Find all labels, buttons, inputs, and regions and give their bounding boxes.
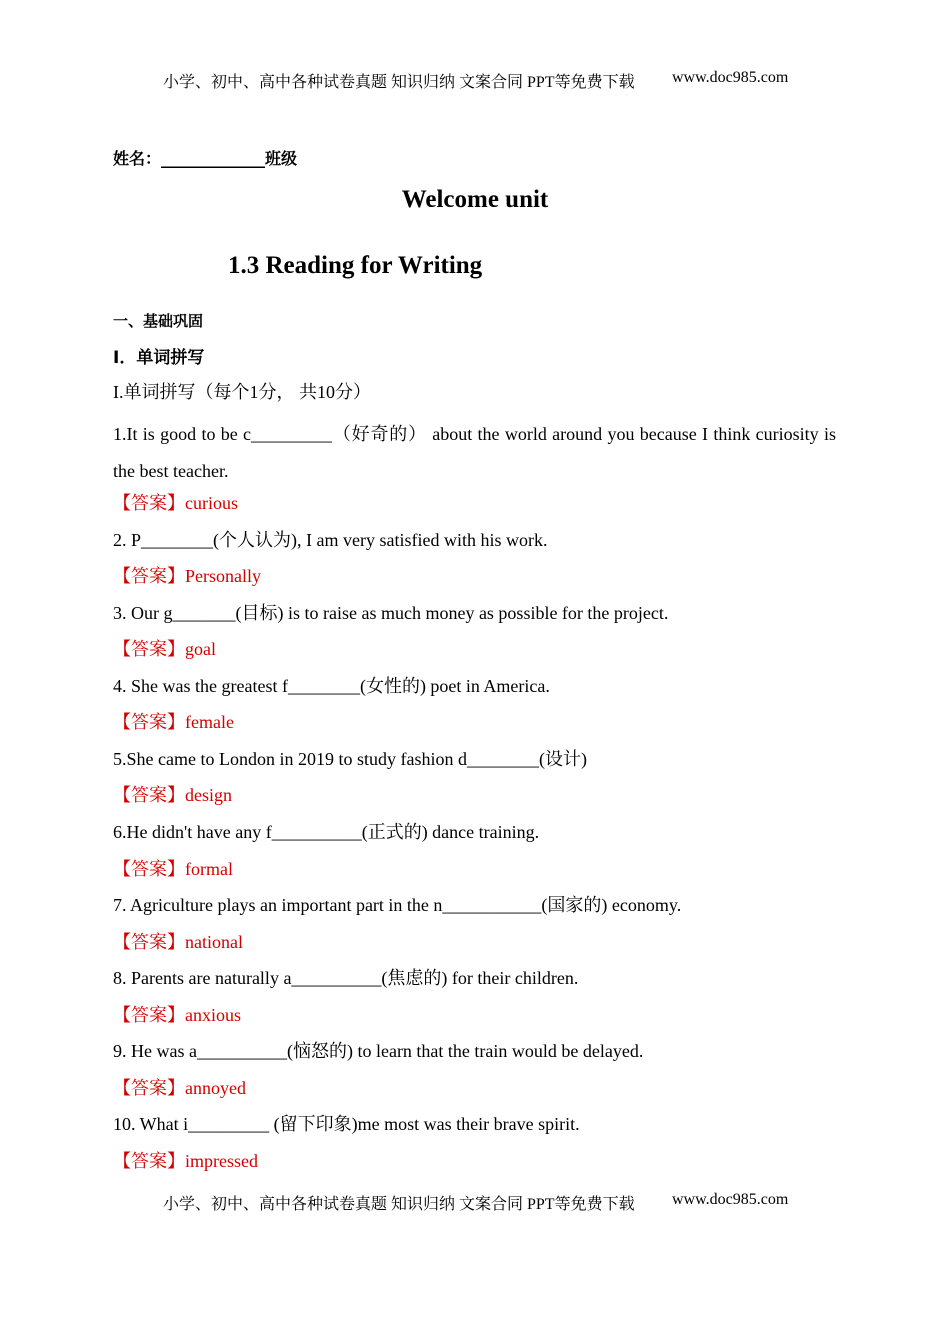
answer-7: 【答案】national — [113, 932, 243, 952]
page-title: Welcome unit — [401, 186, 549, 213]
question-9: 9. He was a__________(恼怒的) to learn that the train would be delayed. — [113, 1041, 644, 1061]
question-6: 6.He didn't have any f__________(正式的) dance training. — [113, 822, 540, 842]
answer-3: 【答案】goal — [113, 639, 216, 659]
instruction-line: I.单词拼写（每个1分， 共10分） — [113, 382, 371, 402]
header-ad-text: 小学、初中、高中各种试卷真题 知识归纳 文案合同 PPT等免费下载 — [163, 74, 635, 91]
section-heading-spelling: I．单词拼写 — [113, 348, 205, 368]
question-4: 4. She was the greatest f________(女性的) poet in America. — [113, 676, 550, 696]
question-7: 7. Agriculture plays an important part in the n___________(国家的) economy. — [113, 895, 682, 915]
question-10: 10. What i_________ (留下印象)me most was their brave spirit. — [113, 1114, 580, 1134]
section-heading-basics: 一、基础巩固 — [113, 312, 204, 330]
footer-ad-text: 小学、初中、高中各种试卷真题 知识归纳 文案合同 PPT等免费下载 — [163, 1196, 635, 1213]
question-2: 2. P________(个人认为), I am very satisfied with his work. — [113, 530, 548, 550]
question-5: 5.She came to London in 2019 to study fashion d________(设计) — [113, 749, 587, 769]
question-3: 3. Our g_______(目标) is to raise as much money as possible for the project. — [113, 603, 669, 623]
header-url[interactable]: www.doc985.com — [672, 69, 789, 86]
answer-6: 【答案】formal — [113, 859, 233, 879]
question-1: 1.It is good to be c_________（好奇的） about the world around you because I think curiosity is the best teacher. — [113, 424, 836, 481]
answer-4: 【答案】female — [113, 712, 234, 732]
answer-2: 【答案】Personally — [113, 566, 261, 586]
question-8: 8. Parents are naturally a__________(焦虑的) for their children. — [113, 968, 579, 988]
name-class-line: 姓名：_____________班级 — [113, 149, 298, 168]
answer-10: 【答案】impressed — [113, 1151, 258, 1171]
answer-1: 【答案】curious — [113, 493, 238, 513]
page-subtitle: 1.3 Reading for Writing — [228, 252, 483, 279]
answer-8: 【答案】anxious — [113, 1005, 241, 1025]
answer-5: 【答案】design — [113, 785, 232, 805]
footer-url[interactable]: www.doc985.com — [672, 1191, 789, 1208]
answer-9: 【答案】annoyed — [113, 1078, 246, 1098]
